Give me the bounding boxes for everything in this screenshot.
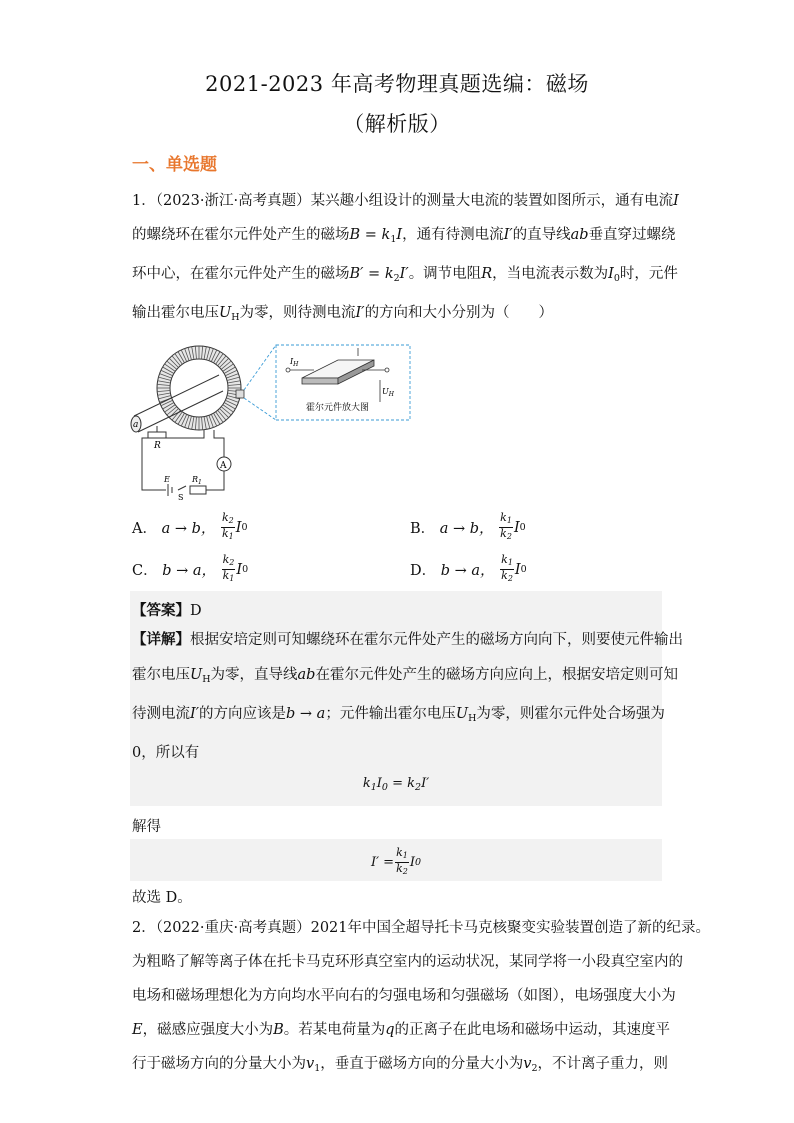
q1-line-4: 输出霍尔电压$U_H$为零，则待测电流I′的方向和大小分别为（ ） [132,305,554,323]
label-s: S [178,493,184,500]
label-uh: $U_H$ [382,387,394,398]
label-ih: $I_H$ [290,357,299,368]
question-1-stem [132,184,679,335]
ammeter-label: A [220,461,227,471]
question-2-stem: 2．（2022·重庆·高考真题）2021年中国全超导托卡马克核聚变实验装置创造了新的纪录。 为粗略了解等离子体在托卡马克环形真空室内的运动状况，某同学将一小段真空室内的 电场和磁场理想化为方向均水平向右的匀强电场和匀强磁场（如图），电场强度大小为 E，磁感应强度大小为B。若某电荷量为q的正离子在此电场和磁场中运动，其速度平 行于磁场方向的分量大小为$v_1$，垂直于磁场方向的分量大小为$v_2$，不计离子重力，则 [132,920,710,1074]
q1-line-3: 环中心，在霍尔元件处产生的磁场$B' = k_2I'$。调节电阻R，当电流表示数为$I_0$时，元件 [132,266,678,284]
option-d[interactable]: D． b → a， $\frac{k_1}{k_2}$ I 0 [410,553,527,583]
equation-1: $k_1I_0 = k_2I'$ [362,776,430,793]
answer-detail: 【详解】根据安培定则可知螺绕环在霍尔元件处产生的磁场方向向下，则要使元件输出 霍尔电压$U_H$为零，直导线ab在霍尔元件处产生的磁场方向应向上，根据安培定则可知 待测电流I′的方向应该是b → a；元件输出霍尔电压$U_H$为零，则霍尔元件处合场强为 0，所以有 [132,631,683,761]
toroid-coil [157,346,244,430]
option-c[interactable]: C． b → a， $\frac{k_2}{k_1}$ I 0 [132,553,249,583]
choose-line: 故选 D。 [132,890,192,906]
option-a[interactable]: A． a → b， $\frac{k_2}{k_1}$ I 0 [132,511,248,541]
answer-value: D [190,603,202,619]
answer-line: 【答案】D [132,602,202,619]
hall-element-plate [286,348,395,413]
label-e: E [164,475,170,484]
section-heading: 一、单选题 [132,155,217,175]
label-r: R [154,441,161,451]
label-a: a [133,420,139,430]
equation-2: I′ = $\frac{k_1}{k_2}$ I 0 [370,846,422,876]
document-title: 2021-2023 年高考物理真题选编：磁场 [205,72,589,96]
circuit [142,426,231,496]
document-subtitle: （解析版） [343,112,451,136]
solve-label: 解得 [132,819,161,835]
label-r1: $R_1$ [192,475,202,486]
q1-line-1: 1．（2023·浙江·高考真题）某兴趣小组设计的测量大电流的装置如图所示，通有电流I [132,193,679,209]
q1-line-2: 的螺绕环在霍尔元件处产生的磁场$B = k_1I$，通有待测电流I′的直导线ab垂直穿过螺绕 [132,227,676,245]
option-b[interactable]: B． a → b， $\frac{k_1}{k_2}$ I 0 [410,511,526,541]
zoom-caption: 霍尔元件放大图 [306,403,370,413]
toroid-hall-circuit-figure [124,340,414,500]
